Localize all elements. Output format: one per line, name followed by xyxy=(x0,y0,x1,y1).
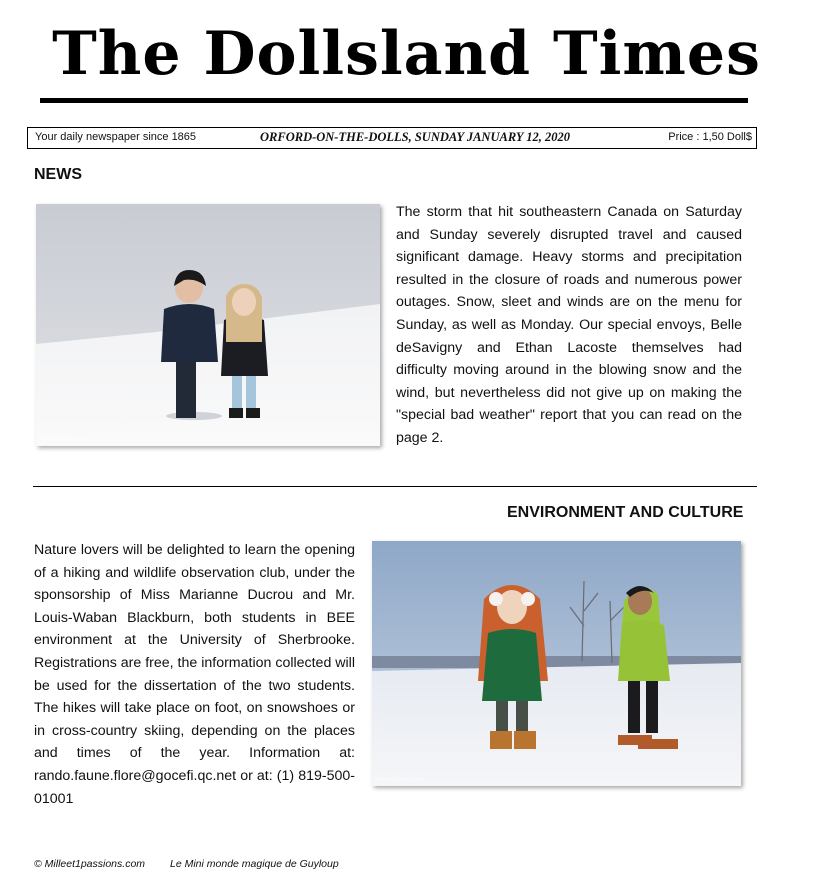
dateline: ORFORD-ON-THE-DOLLS, SUNDAY JANUARY 12, 2020 xyxy=(260,130,570,144)
footer-copyright: © Milleet1passions.com xyxy=(34,858,146,870)
newspaper-masthead: The Dollsland Times xyxy=(52,19,761,89)
price: Price : 1,50 Doll$ xyxy=(668,131,752,143)
news-heading: NEWS xyxy=(34,166,82,183)
news-photo xyxy=(36,204,380,446)
svg-text:Milleet1passions.com: Milleet1passions.com xyxy=(40,436,88,442)
environment-article: Nature lovers will be delighted to learn the opening of a hiking and wildlife observation club, under the sponsorship of Miss Marianne Ducrou and Mr. Louis-Waban Blackburn, both students in BEE environment at the University of Sherbrooke. Registrations are free, the information collected will be used for the dissertation of the two students. The hikes will take place on foot, on snowshoes or in cross-country skiing, depending on the places and times of the year. Information at: rando.faune.flore@gocefi.qc.net or at: (1) 819-500-01001 xyxy=(34,542,355,807)
environment-photo xyxy=(372,541,741,786)
environment-heading: ENVIRONMENT AND CULTURE xyxy=(507,504,744,521)
news-article: The storm that hit southeastern Canada on Saturday and Sunday severely disrupted travel and caused significant damage. Heavy storms and precipitation resulted in the closure of roads and numerous power outages. Snow, sleet and winds are on the menu for Sunday, as well as Monday. Our special envoys, Belle deSavigny and Ethan Lacoste themselves had difficulty moving around in the blowing snow and the wind, but nevertheless did not give up on making the "special bad weather" report that you can read on the page 2. xyxy=(396,204,742,446)
footer-credit: Le Mini monde magique de Guyloup xyxy=(170,858,339,870)
masthead-rule xyxy=(40,98,748,103)
section-divider xyxy=(33,486,757,487)
tagline: Your daily newspaper since 1865 xyxy=(35,131,197,143)
svg-text:Milleet1passions.com: Milleet1passions.com xyxy=(376,777,424,783)
info-bar xyxy=(27,127,757,149)
